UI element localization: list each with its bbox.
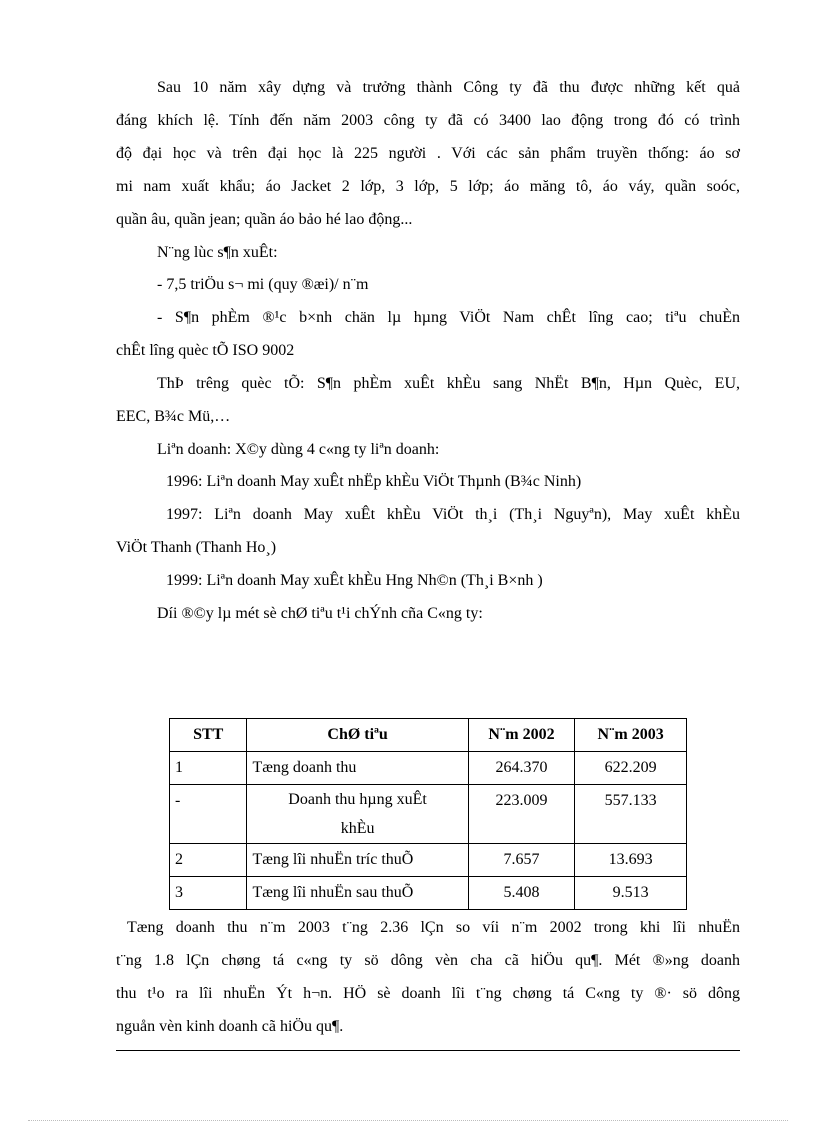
paragraph-line: EEC, B¾c Mü,… bbox=[116, 408, 231, 425]
cell-2002: 7.657 bbox=[468, 844, 575, 877]
cell-indicator-line1: Doanh thu hµng xuÊt bbox=[288, 791, 427, 808]
cell-2002: 5.408 bbox=[468, 877, 575, 910]
cell-stt: 1 bbox=[170, 752, 247, 785]
paragraph-line: độ đại học và trên đại học là 225 người . Với các sản phẩm truyền thống: áo sơ bbox=[116, 145, 740, 162]
cell-stt: 3 bbox=[170, 877, 247, 910]
table-row bbox=[170, 785, 687, 844]
cell-2002: 264.370 bbox=[468, 752, 575, 785]
bullet-item: - S¶n phÈm ®¹c b×nh chän lµ hµng ViÖt Nam chÊt lîng cao; tiªu chuÈn bbox=[157, 309, 740, 326]
paragraph-line: quần âu, quần jean; quần áo bảo hé lao động... bbox=[116, 211, 413, 228]
cell-indicator: Tæng doanh thu bbox=[247, 752, 468, 785]
paragraph-line: nguån vèn kinh doanh cã hiÖu qu¶. bbox=[116, 1018, 344, 1035]
page-bottom-dotted-border bbox=[28, 1120, 788, 1121]
paragraph-line: Tæng doanh thu n¨m 2003 t¨ng 2.36 lÇn so víi n¨m 2002 trong khi lîi nhuËn bbox=[127, 919, 740, 936]
list-item: 1997: Liªn doanh May xuÊt khÈu ViÖt th¸i (Th¸i Nguyªn), May xuÊt khÈu bbox=[166, 506, 740, 523]
cell-2003: 13.693 bbox=[575, 844, 687, 877]
paragraph-line: ThÞ trêng quèc tÕ: S¶n phÈm xuÊt khÈu sang NhËt B¶n, Hµn Quèc, EU, bbox=[157, 375, 740, 392]
bullet-item: - 7,5 triÖu s¬ mi (quy ®æi)/ n¨m bbox=[157, 276, 369, 293]
header-stt: STT bbox=[170, 719, 247, 752]
cell-indicator-line2: khÈu bbox=[340, 820, 375, 837]
table-row bbox=[170, 844, 687, 877]
footer-rule bbox=[116, 1050, 740, 1051]
cell-stt: 2 bbox=[170, 844, 247, 877]
cell-2003: 622.209 bbox=[575, 752, 687, 785]
cell-indicator bbox=[247, 785, 468, 844]
cell-indicator: Tæng lîi nhuËn tríc thuÕ bbox=[247, 844, 468, 877]
list-item: 1999: Liªn doanh May xuÊt khÈu Hng Nh©n (Th¸i B×nh ) bbox=[166, 572, 543, 589]
financial-table bbox=[169, 718, 687, 910]
list-item: 1996: Liªn doanh May xuÊt nhËp khÈu ViÖt Thµnh (B¾c Ninh) bbox=[166, 473, 582, 490]
header-year-2002: N¨m 2002 bbox=[468, 719, 575, 752]
table-header-row bbox=[170, 719, 687, 752]
cell-2003: 9.513 bbox=[575, 877, 687, 910]
paragraph-line: chÊt lîng quèc tÕ ISO 9002 bbox=[116, 342, 295, 359]
cell-indicator: Tæng lîi nhuËn sau thuÕ bbox=[247, 877, 468, 910]
paragraph-line: t¨ng 1.8 lÇn chøng tá c«ng ty sö dông vèn cha cã hiÖu qu¶. Mét ®»ng doanh bbox=[116, 952, 740, 969]
table-intro: Díi ®©y lµ mét sè chØ tiªu t¹i chÝnh cña C«ng ty: bbox=[157, 605, 483, 622]
table-row bbox=[170, 877, 687, 910]
header-year-2003: N¨m 2003 bbox=[575, 719, 687, 752]
paragraph-line: mi nam xuất khẩu; áo Jacket 2 lớp, 3 lớp, 5 lớp; áo măng tô, áo váy, quần soóc, bbox=[116, 178, 740, 195]
cell-2002: 223.009 bbox=[468, 785, 575, 844]
section-heading: Liªn doanh: X©y dùng 4 c«ng ty liªn doanh: bbox=[157, 441, 440, 458]
cell-stt: - bbox=[170, 785, 247, 844]
cell-2003: 557.133 bbox=[575, 785, 687, 844]
header-indicator: ChØ tiªu bbox=[247, 719, 468, 752]
table-row bbox=[170, 752, 687, 785]
paragraph-line: đáng khích lệ. Tính đến năm 2003 công ty đã có 3400 lao động trong đó có trình bbox=[116, 112, 740, 129]
list-item-cont: ViÖt Thanh (Thanh Ho¸) bbox=[116, 539, 277, 556]
paragraph-line: Sau 10 năm xây dựng và trưởng thành Công ty đã thu được những kết quả bbox=[157, 79, 740, 96]
section-heading: N¨ng lùc s¶n xuÊt: bbox=[157, 244, 278, 261]
paragraph-line: thu t¹o ra lîi nhuËn Ýt h¬n. HÖ sè doanh lîi t¨ng chøng tá C«ng ty ®· sö dông bbox=[116, 985, 740, 1002]
